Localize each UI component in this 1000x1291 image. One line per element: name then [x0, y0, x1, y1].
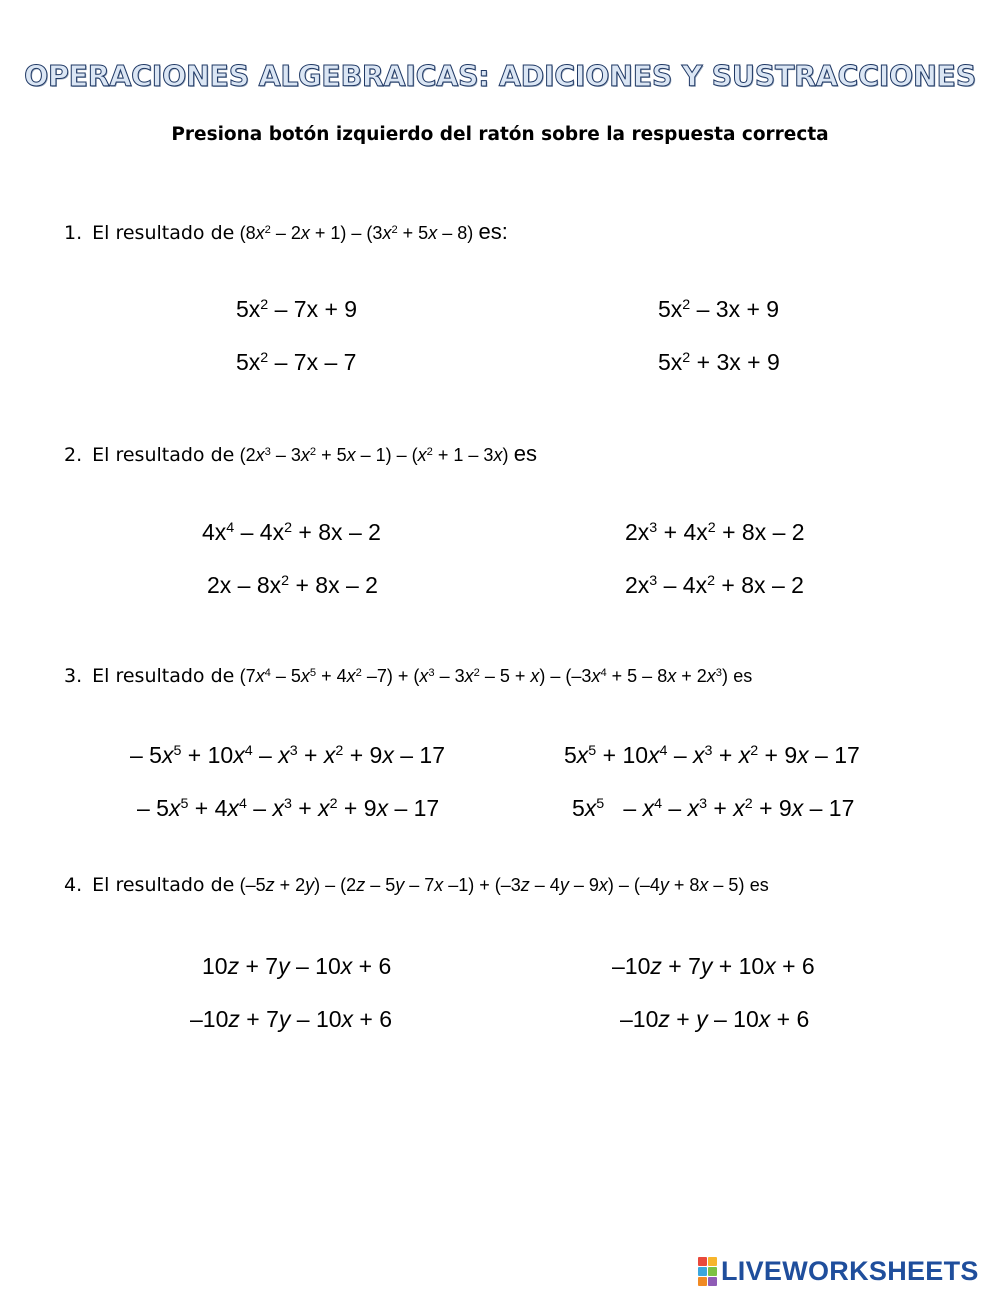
answer-option[interactable]: $5x^2 + 3x + 9$	[658, 349, 780, 375]
logo-mark-icon	[698, 1257, 717, 1286]
answer-option[interactable]: –10z + 7y – 10x + 6	[190, 1006, 393, 1032]
answer-option[interactable]: – $5x^5 + 10x^4 - x^3 + x^2 + 9x - 17$	[130, 742, 445, 768]
question-1	[64, 219, 508, 245]
question-number: 2.	[64, 444, 83, 466]
answer-option[interactable]: $2x^3 + 4x^2 + 8x - 2$	[625, 519, 805, 545]
answer-option[interactable]: $5x^5 - x^4 - x^3 + x^2 + 9x - 17$	[572, 795, 855, 821]
question-lead: El resultado de	[92, 444, 235, 466]
logo-square	[708, 1267, 717, 1276]
instructions: Presiona botón izquierdo del ratón sobre la respuesta correcta	[171, 124, 829, 145]
answer-option[interactable]: $4x^4 - 4x^2 + 8x - 2$	[202, 519, 381, 545]
question-number: 1.	[64, 222, 83, 244]
answer-option[interactable]: $2x - 8x^2 + 8x - 2$	[207, 572, 378, 598]
question-expression: ($7x^4 - 5x^5 + 4x^2$ $-7) + (x^3 - 3x^2 - 5 + x) - (-3x^4 + 5 - 8x + 2x^3)$	[239, 666, 728, 686]
question-suffix: es	[513, 441, 537, 466]
question-expression: $(8x^2 - 2x + 1) - (3x^2 + 5x - 8)$	[239, 223, 474, 243]
question-lead: El resultado de	[92, 665, 235, 687]
answer-option[interactable]: $5x^5 + 10x^4 - x^3 + x^2 + 9x - 17$	[564, 742, 860, 768]
answer-option[interactable]: –10z + 7y + 10x + 6	[612, 953, 815, 979]
question-number: 3.	[64, 665, 83, 687]
answer-option[interactable]: $5x^2 - 7x + 9$	[236, 296, 358, 322]
answer-option[interactable]: $5x^2 - 3x + 9$	[658, 296, 780, 322]
question-suffix: es:	[478, 219, 508, 244]
question-4	[64, 874, 769, 897]
question-expression: $(2x^3 - 3x^2 + 5x - 1) - (x^2 + 1 - 3x)$	[239, 445, 509, 465]
answer-option[interactable]: $2x^3 - 4x^2 + 8x - 2$	[625, 572, 804, 598]
page-title: OPERACIONES ALGEBRAICAS: ADICIONES Y SUSTRACCIONES	[24, 60, 976, 93]
question-suffix: es	[749, 875, 769, 895]
logo-square	[698, 1277, 707, 1286]
logo-square	[708, 1257, 717, 1266]
liveworksheets-logo	[698, 1256, 979, 1286]
question-suffix: es	[733, 666, 753, 686]
logo-text: LIVEWORKSHEETS	[721, 1255, 979, 1286]
answer-option[interactable]: $5x^2 - 7x - 7$	[236, 349, 357, 375]
logo-square	[698, 1257, 707, 1266]
logo-square	[698, 1267, 707, 1276]
answer-option[interactable]: –10z + y – 10x + 6	[620, 1006, 810, 1032]
logo-square	[708, 1277, 717, 1286]
question-lead: El resultado de	[92, 874, 235, 896]
question-lead: El resultado de	[92, 222, 235, 244]
answer-option[interactable]: – $5x^5 + 4x^4 - x^3 + x^2 + 9x - 17$	[137, 795, 440, 821]
question-expression: (–5z + 2y) – (2z – 5y – 7x –1) + (–3z – 4y – 9x) – (–4y + 8x – 5)	[239, 875, 745, 895]
question-number: 4.	[64, 874, 83, 896]
question-3	[64, 665, 752, 688]
answer-option[interactable]: 10z + 7y – 10x + 6	[202, 953, 392, 979]
question-2	[64, 441, 537, 467]
